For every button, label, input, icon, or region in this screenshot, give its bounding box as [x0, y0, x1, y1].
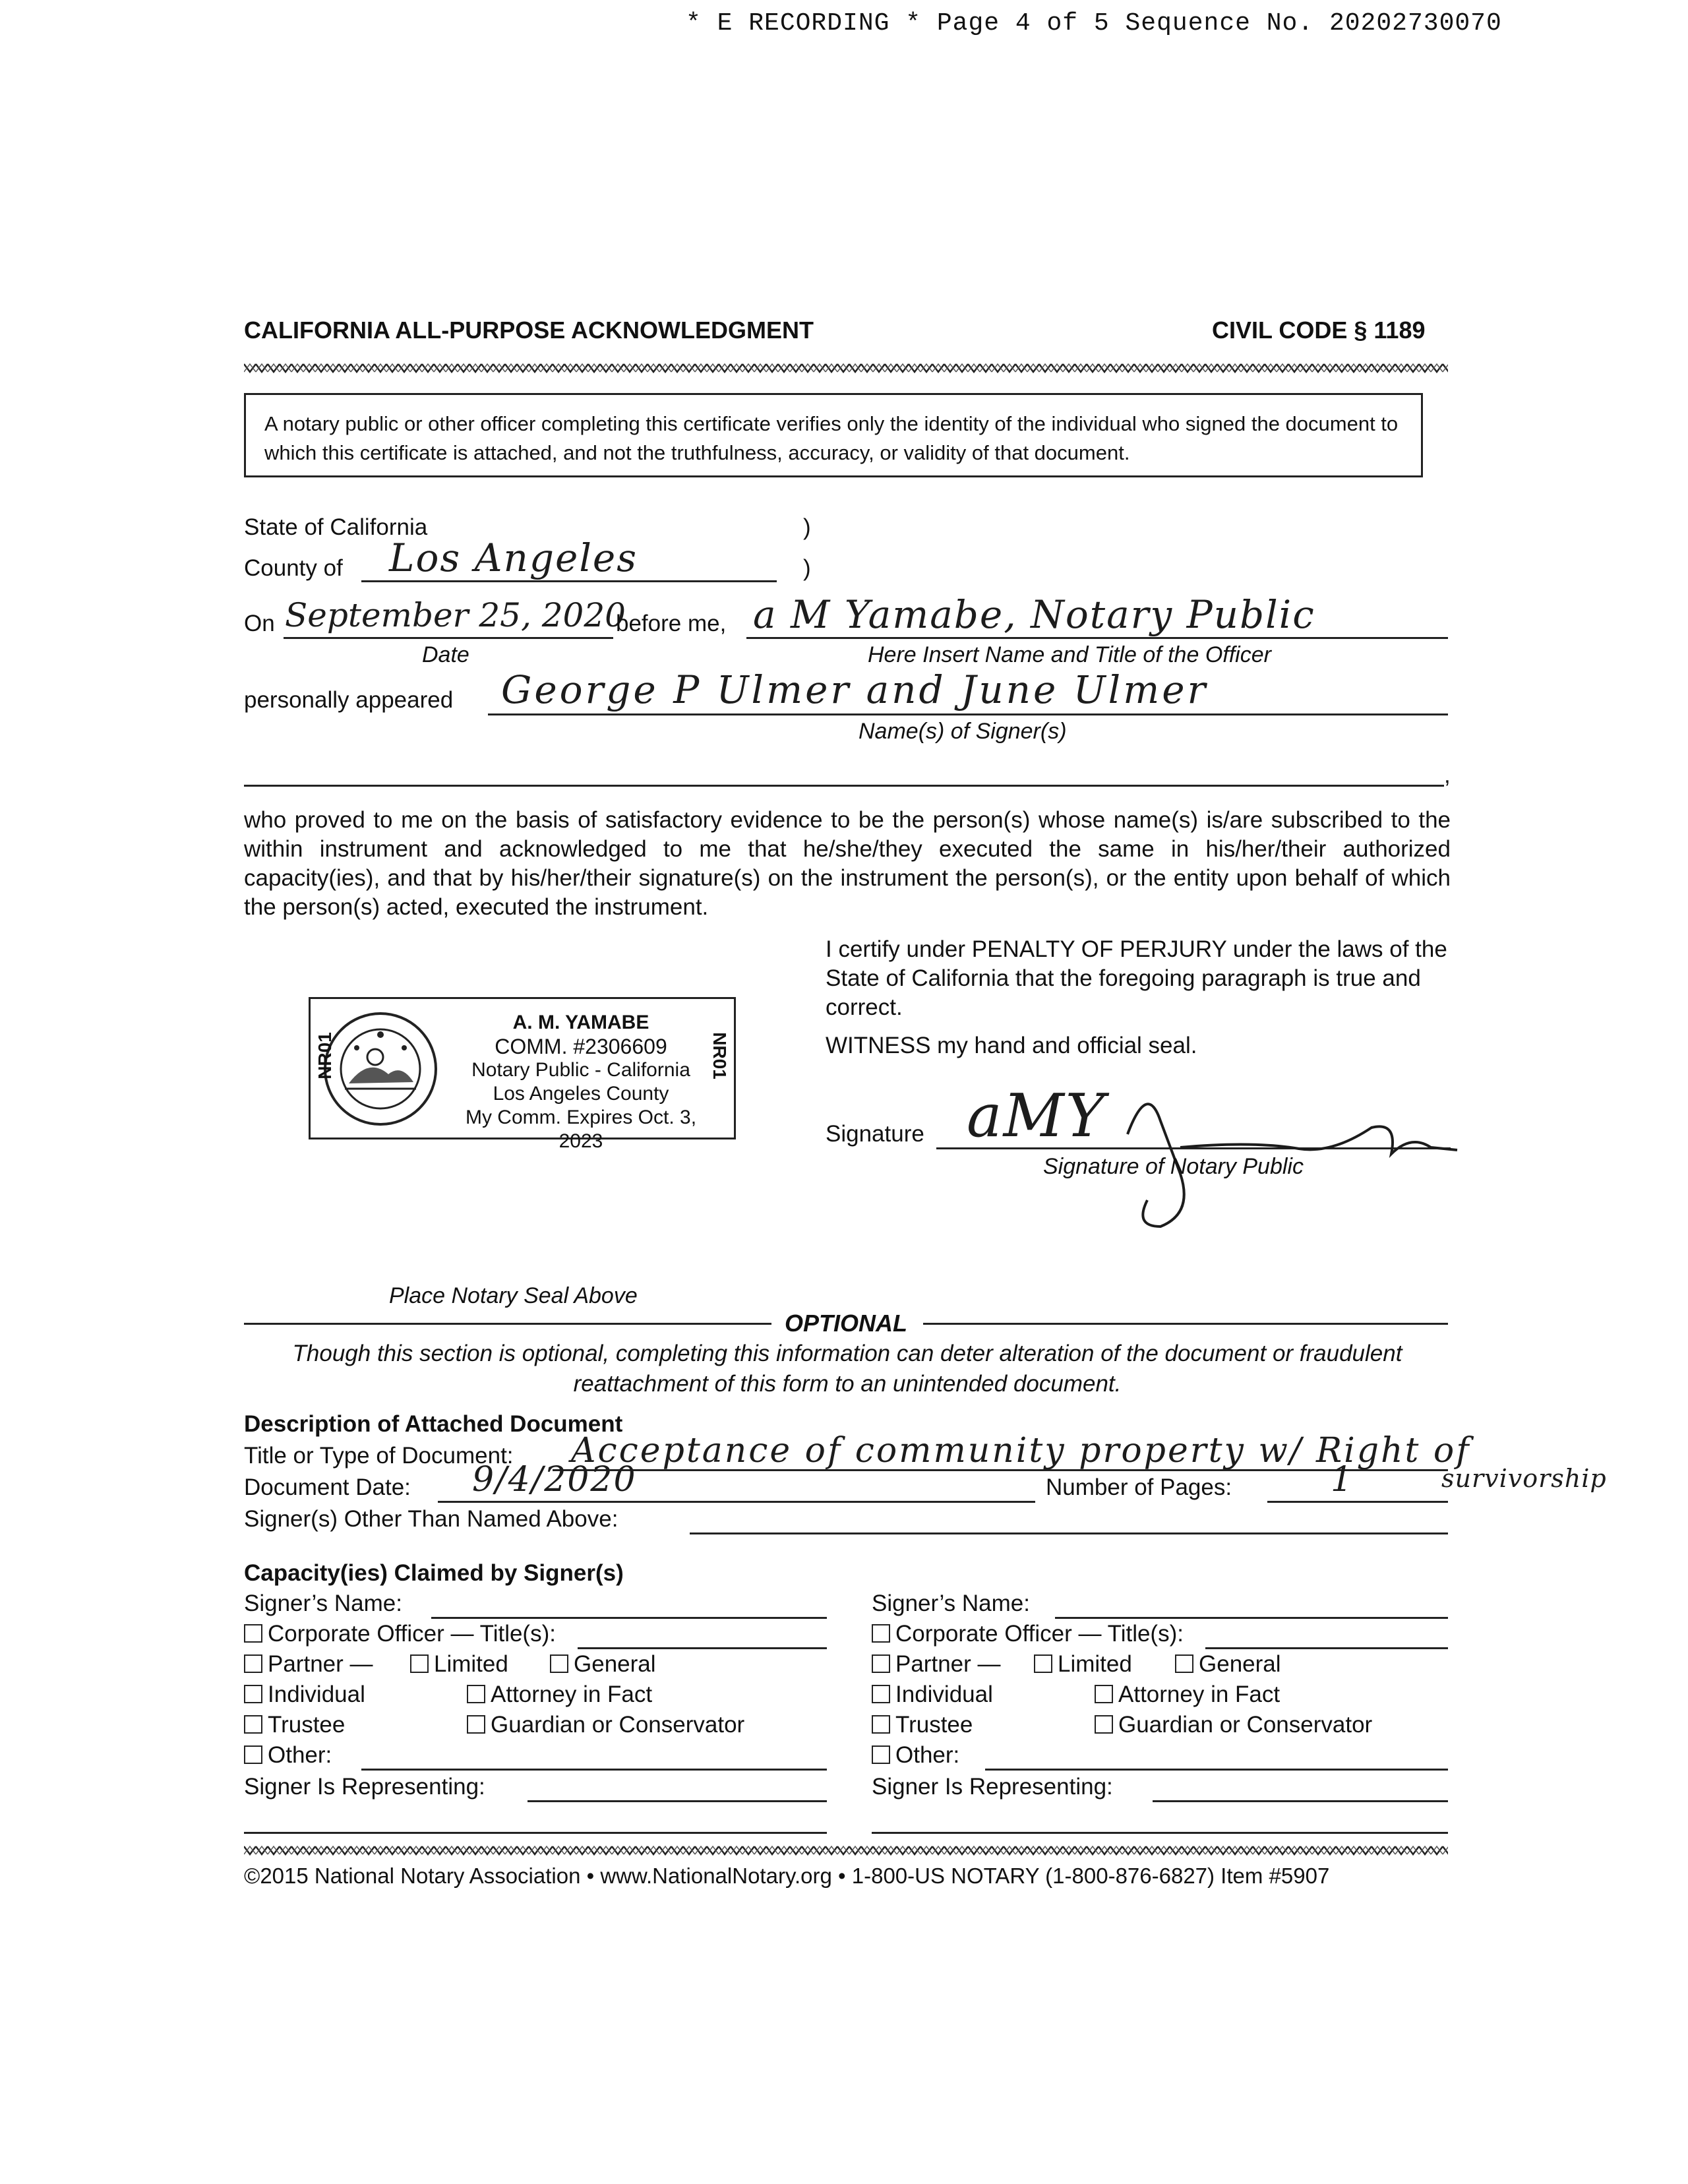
seal-title: Notary Public - California	[471, 1059, 690, 1081]
right-title-line	[1205, 1647, 1448, 1649]
left-trustee-checkbox[interactable]: Trustee	[244, 1712, 345, 1738]
checkbox-icon	[244, 1685, 262, 1703]
right-other-checkbox[interactable]: Other:	[872, 1742, 959, 1769]
optional-heading: OPTIONAL	[785, 1310, 907, 1337]
other-signers-label: Signer(s) Other Than Named Above:	[244, 1506, 618, 1532]
optional-rule-left	[244, 1323, 771, 1325]
seal-expires: My Comm. Expires Oct. 3, 2023	[465, 1107, 697, 1152]
checkbox-icon	[1095, 1715, 1113, 1734]
state-label: State of California	[244, 514, 428, 540]
left-signer-name-line	[431, 1617, 827, 1619]
recording-header: * E RECORDING * Page 4 of 5 Sequence No. 20202730070	[686, 9, 1502, 38]
checkbox-icon	[244, 1654, 262, 1673]
signature-caption: Signature of Notary Public	[1043, 1154, 1304, 1179]
seal-caption: Place Notary Seal Above	[389, 1283, 638, 1308]
capacity-heading: Capacity(ies) Claimed by Signer(s)	[244, 1560, 624, 1586]
personally-appeared-label: personally appeared	[244, 687, 454, 713]
left-attorney-checkbox[interactable]: Attorney in Fact	[467, 1682, 652, 1708]
left-limited-checkbox[interactable]: Limited	[410, 1651, 508, 1678]
notary-seal-stamp	[309, 997, 736, 1152]
title-value[interactable]: Acceptance of community property w/ Right of	[571, 1431, 1471, 1471]
right-attorney-checkbox[interactable]: Attorney in Fact	[1095, 1682, 1280, 1708]
right-limited-checkbox[interactable]: Limited	[1034, 1651, 1132, 1678]
left-title-line	[578, 1647, 827, 1649]
paren-1: )	[803, 514, 811, 540]
decorative-border-bottom	[244, 1844, 1448, 1857]
left-guardian-checkbox[interactable]: Guardian or Conservator	[467, 1712, 744, 1738]
checkbox-icon	[244, 1624, 262, 1643]
notary-signature[interactable]: aMY	[967, 1081, 1106, 1151]
before-me-label: before me,	[616, 611, 727, 636]
document-date-value[interactable]: 9/4/2020	[472, 1460, 637, 1500]
certification-text: I certify under PENALTY OF PERJURY under the laws of the State of California that the foregoing paragraph is true and correct.	[826, 936, 1447, 1020]
right-signer-name-label: Signer’s Name:	[872, 1591, 1030, 1616]
right-corporate-officer-checkbox[interactable]: Corporate Officer — Title(s):	[872, 1621, 1184, 1647]
right-other-line	[985, 1769, 1448, 1771]
left-individual-checkbox[interactable]: Individual	[244, 1682, 365, 1708]
footer-text: ©2015 National Notary Association • www.NationalNotary.org • 1-800-US NOTARY (1-800-876-6827) Item #5907	[244, 1864, 1330, 1888]
civil-code: CIVIL CODE § 1189	[1212, 317, 1426, 344]
date-value[interactable]: September 25, 2020	[285, 596, 626, 634]
title-value-continued[interactable]: survivorship	[1441, 1464, 1607, 1493]
county-line	[361, 580, 777, 582]
optional-note: Though this section is optional, completing this information can deter alteration of the document or fraudulent reattachment of this form to an unintended document.	[292, 1341, 1402, 1397]
right-individual-checkbox[interactable]: Individual	[872, 1682, 993, 1708]
officer-caption: Here Insert Name and Title of the Officer	[868, 642, 1271, 667]
left-representing-label: Signer Is Representing:	[244, 1774, 485, 1800]
notice-box: A notary public or other officer completing this certificate verifies only the identity of the individual who signed the document to which this certificate is attached, and not the truthfulness, accuracy, or validity of that document.	[244, 393, 1423, 477]
left-other-line	[361, 1769, 827, 1771]
seal-side-code-left: NR01	[314, 1032, 335, 1079]
right-guardian-checkbox[interactable]: Guardian or Conservator	[1095, 1712, 1372, 1738]
witness-text: WITNESS my hand and official seal.	[826, 1033, 1197, 1058]
right-general-checkbox[interactable]: General	[1175, 1651, 1281, 1678]
left-signer-name-label: Signer’s Name:	[244, 1591, 402, 1616]
signers-comma: ,	[1444, 762, 1451, 788]
checkbox-icon	[1095, 1685, 1113, 1703]
checkbox-icon	[872, 1685, 890, 1703]
county-label: County of	[244, 555, 343, 581]
signers-line-2	[244, 785, 1444, 787]
signers-line	[488, 713, 1448, 715]
right-representing-label: Signer Is Representing:	[872, 1774, 1113, 1800]
right-signer-name-line	[1055, 1617, 1448, 1619]
left-representing-line-2	[244, 1832, 827, 1834]
checkbox-icon	[872, 1745, 890, 1764]
checkbox-icon	[410, 1654, 429, 1673]
other-signers-line	[690, 1532, 1448, 1534]
checkbox-icon	[244, 1745, 262, 1764]
left-representing-line	[528, 1800, 827, 1802]
checkbox-icon	[872, 1654, 890, 1673]
seal-county: Los Angeles County	[493, 1083, 669, 1105]
checkbox-icon	[244, 1715, 262, 1734]
seal-comm: COMM. #2306609	[495, 1035, 667, 1058]
officer-line	[746, 637, 1448, 639]
officer-value[interactable]: a M Yamabe, Notary Public	[753, 592, 1315, 637]
seal-side-code-right: NR01	[709, 1032, 731, 1079]
right-trustee-checkbox[interactable]: Trustee	[872, 1712, 973, 1738]
left-general-checkbox[interactable]: General	[550, 1651, 656, 1678]
right-partner-checkbox[interactable]: Partner —	[872, 1651, 1001, 1678]
checkbox-icon	[467, 1685, 485, 1703]
pages-line	[1267, 1501, 1448, 1503]
document-date-label: Document Date:	[244, 1474, 411, 1500]
pages-label: Number of Pages:	[1046, 1474, 1232, 1500]
optional-rule-right	[923, 1323, 1448, 1325]
title-label: Title or Type of Document:	[244, 1443, 514, 1469]
checkbox-icon	[872, 1715, 890, 1734]
signature-label: Signature	[826, 1121, 924, 1147]
seal-name: A. M. YAMABE	[512, 1012, 649, 1033]
on-label: On	[244, 611, 275, 636]
checkbox-icon	[550, 1654, 568, 1673]
county-value[interactable]: Los Angeles	[389, 535, 638, 580]
signers-caption: Name(s) of Signer(s)	[859, 719, 1067, 744]
left-corporate-officer-checkbox[interactable]: Corporate Officer — Title(s):	[244, 1621, 556, 1647]
signers-value[interactable]: George P Ulmer and June Ulmer	[501, 667, 1209, 712]
right-representing-line-2	[872, 1832, 1448, 1834]
state-seal-icon	[322, 1011, 438, 1127]
form-title: CALIFORNIA ALL-PURPOSE ACKNOWLEDGMENT	[244, 317, 814, 344]
checkbox-icon	[1034, 1654, 1052, 1673]
checkbox-icon	[872, 1624, 890, 1643]
checkbox-icon	[1175, 1654, 1193, 1673]
left-other-checkbox[interactable]: Other:	[244, 1742, 332, 1769]
date-caption: Date	[422, 642, 469, 667]
checkbox-icon	[467, 1715, 485, 1734]
proof-paragraph: who proved to me on the basis of satisfactory evidence to be the person(s) whose name(s) is/are subscribed to the within instrument and acknowledged to me that he/she/they executed the same in his/her/their authorized capacity(ies), and that by his/her/their signature(s) on the instrument the person(s), or the entity upon behalf of which the person(s) acted, executed the instrument.	[244, 807, 1451, 920]
left-partner-checkbox[interactable]: Partner —	[244, 1651, 373, 1678]
pages-value[interactable]: 1	[1331, 1460, 1354, 1500]
right-representing-line	[1153, 1800, 1448, 1802]
document-date-line	[438, 1501, 1035, 1503]
paren-2: )	[803, 555, 811, 581]
description-heading: Description of Attached Document	[244, 1411, 623, 1437]
decorative-border-top	[244, 361, 1448, 375]
date-line	[284, 637, 613, 639]
